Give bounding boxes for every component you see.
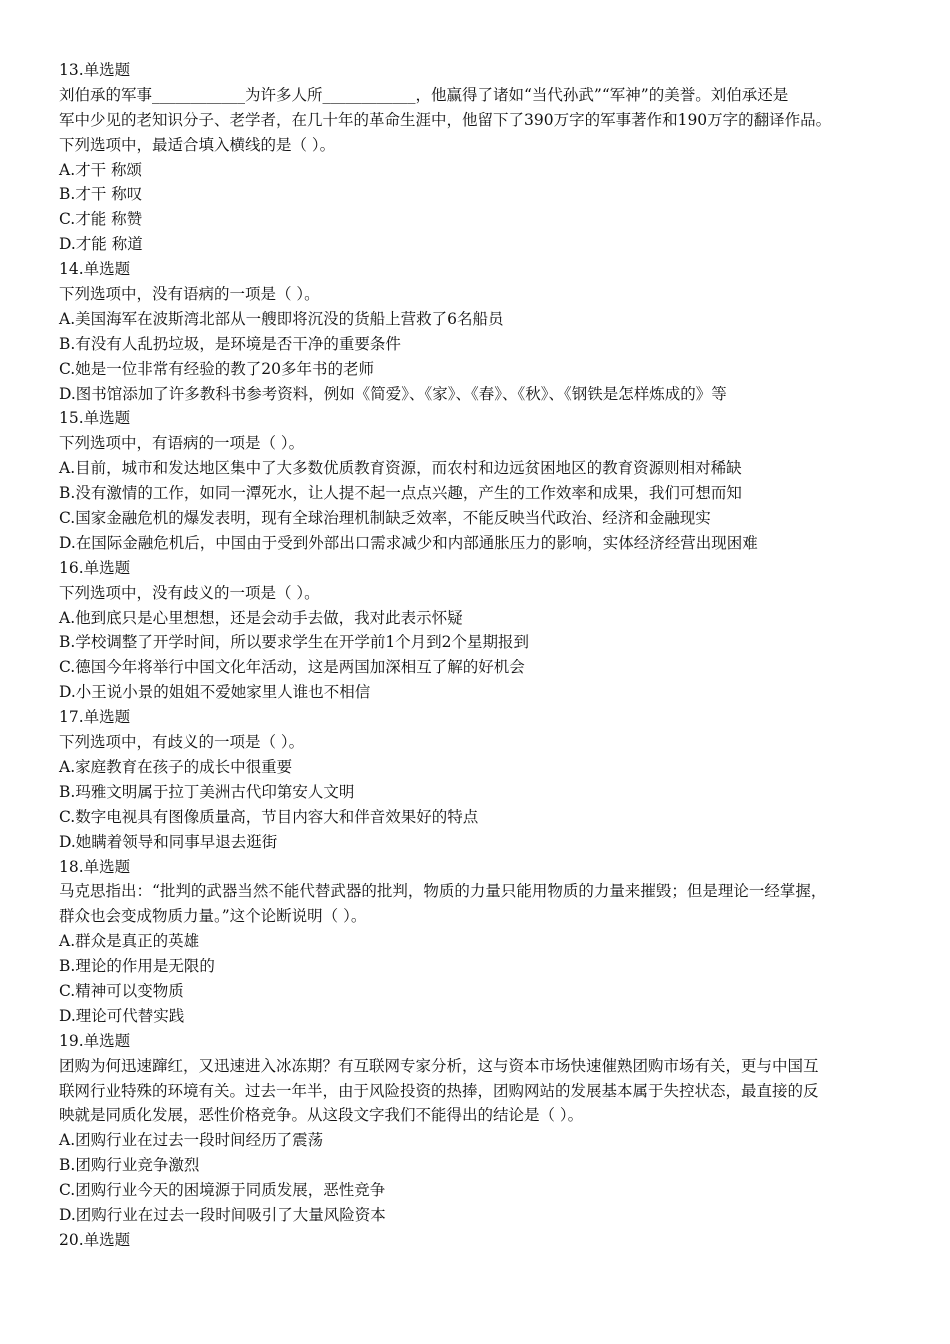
question-block	[59, 257, 891, 406]
answer-option: D.图书馆添加了许多教科书参考资料，例如《简爱》、《家》、《春》、《秋》、《钢铁是怎样炼成的》等	[59, 384, 727, 403]
answer-option: B.学校调整了开学时间，所以要求学生在开学前1个月到2个星期报到	[59, 633, 530, 652]
question-number: 13.单选题	[59, 61, 131, 79]
question-stem-line: 团购为何迅速蹿红，又迅速进入冰冻期？有互联网专家分析，这与资本市场快速催熟团购市场有关，更与中国互	[59, 1056, 819, 1075]
question-number: 18.单选题	[59, 857, 131, 876]
question-block	[59, 58, 891, 257]
question-block	[59, 1228, 891, 1253]
question-stem-line: 军中少见的老知识分子、老学者，在几十年的革命生涯中，他留下了390万字的军事著作和190万字的翻译作品。	[59, 110, 832, 129]
question-number: 16.单选题	[59, 558, 131, 577]
answer-option: A.家庭教育在孩子的成长中很重要	[59, 757, 293, 776]
answer-option: A.目前，城市和发达地区集中了大多数优质教育资源，而农村和边远贫困地区的教育资源则相对稀缺	[59, 459, 742, 478]
answer-option: D.小王说小景的姐姐不爱她家里人谁也不相信	[59, 683, 371, 702]
question-stem-line: 下列选项中，最适合填入横线的是（ ）。	[59, 135, 336, 154]
question-stem-line: 联网行业特殊的环境有关。过去一年半，由于风险投资的热捧，团购网站的发展基本属于失控状态，最直接的反	[59, 1081, 819, 1100]
answer-option: B.理论的作用是无限的	[59, 957, 215, 976]
question-number: 19.单选题	[59, 1031, 131, 1050]
answer-option: A.群众是真正的英雄	[59, 932, 200, 951]
answer-option: D.才能 称道	[59, 235, 143, 254]
question-stem-line: 下列选项中，有歧义的一项是（ ）。	[59, 733, 305, 752]
answer-option: A.才干 称颂	[59, 160, 143, 179]
question-number: 14.单选题	[59, 260, 131, 279]
answer-option: C.精神可以变物质	[59, 981, 184, 1000]
answer-option: A.团购行业在过去一段时间经历了震荡	[59, 1131, 324, 1150]
exam-page	[59, 58, 891, 1253]
question-stem-line: 下列选项中，没有歧义的一项是（ ）。	[59, 583, 320, 602]
answer-option: C.她是一位非常有经验的教了20多年书的老师	[59, 359, 374, 378]
answer-option: A.美国海军在波斯湾北部从一艘即将沉没的货船上营救了6名船员	[59, 309, 504, 328]
question-stem-line: 群众也会变成物质力量。”这个论断说明（ ）。	[59, 907, 367, 926]
answer-option: B.才干 称叹	[59, 185, 143, 204]
question-block	[59, 1029, 891, 1228]
question-number: 20.单选题	[59, 1230, 131, 1249]
answer-option: C.国家金融危机的爆发表明，现有全球治理机制缺乏效率，不能反映当代政治、经济和金融现实	[59, 509, 711, 528]
question-block	[59, 855, 891, 1029]
answer-option: D.团购行业在过去一段时间吸引了大量风险资本	[59, 1205, 386, 1224]
question-block	[59, 556, 891, 705]
answer-option: B.团购行业竞争激烈	[59, 1156, 200, 1175]
question-number: 17.单选题	[59, 708, 131, 727]
question-number: 15.单选题	[59, 409, 131, 428]
question-block	[59, 406, 891, 555]
answer-option: A.他到底只是心里想想，还是会动手去做，我对此表示怀疑	[59, 608, 463, 627]
answer-option: C.数字电视具有图像质量高，节目内容大和伴音效果好的特点	[59, 807, 479, 826]
question-stem-line: 下列选项中，没有语病的一项是（ ）。	[59, 285, 320, 304]
question-stem-line: 下列选项中，有语病的一项是（ ）。	[59, 434, 305, 453]
answer-option: C.德国今年将举行中国文化年活动，这是两国加深相互了解的好机会	[59, 658, 525, 677]
answer-option: D.理论可代替实践	[59, 1006, 185, 1025]
question-stem-line: 映就是同质化发展，恶性价格竞争。从这段文字我们不能得出的结论是（ ）。	[59, 1106, 584, 1125]
answer-option: C.才能 称赞	[59, 210, 143, 229]
answer-option: D.在国际金融危机后，中国由于受到外部出口需求减少和内部通胀压力的影响，实体经济经营出现困难	[59, 533, 758, 552]
question-block	[59, 705, 891, 854]
answer-option: D.她瞒着领导和同事早退去逛街	[59, 832, 278, 851]
answer-option: C.团购行业今天的困境源于同质发展，恶性竞争	[59, 1181, 386, 1200]
question-stem-line: 刘伯承的军事____________为许多人所____________，他赢得了诸如“当代孙武”“军神”的美誉。刘伯承还是	[59, 85, 789, 104]
answer-option: B.有没有人乱扔垃圾，是环境是否干净的重要条件	[59, 334, 401, 353]
question-stem-line: 马克思指出：“批判的武器当然不能代替武器的批判，物质的力量只能用物质的力量来摧毁；但是理论一经掌握，	[59, 882, 827, 901]
answer-option: B.没有激情的工作，如同一潭死水，让人提不起一点点兴趣，产生的工作效率和成果，我们可想而知	[59, 484, 742, 503]
answer-option: B.玛雅文明属于拉丁美洲古代印第安人文明	[59, 782, 355, 801]
